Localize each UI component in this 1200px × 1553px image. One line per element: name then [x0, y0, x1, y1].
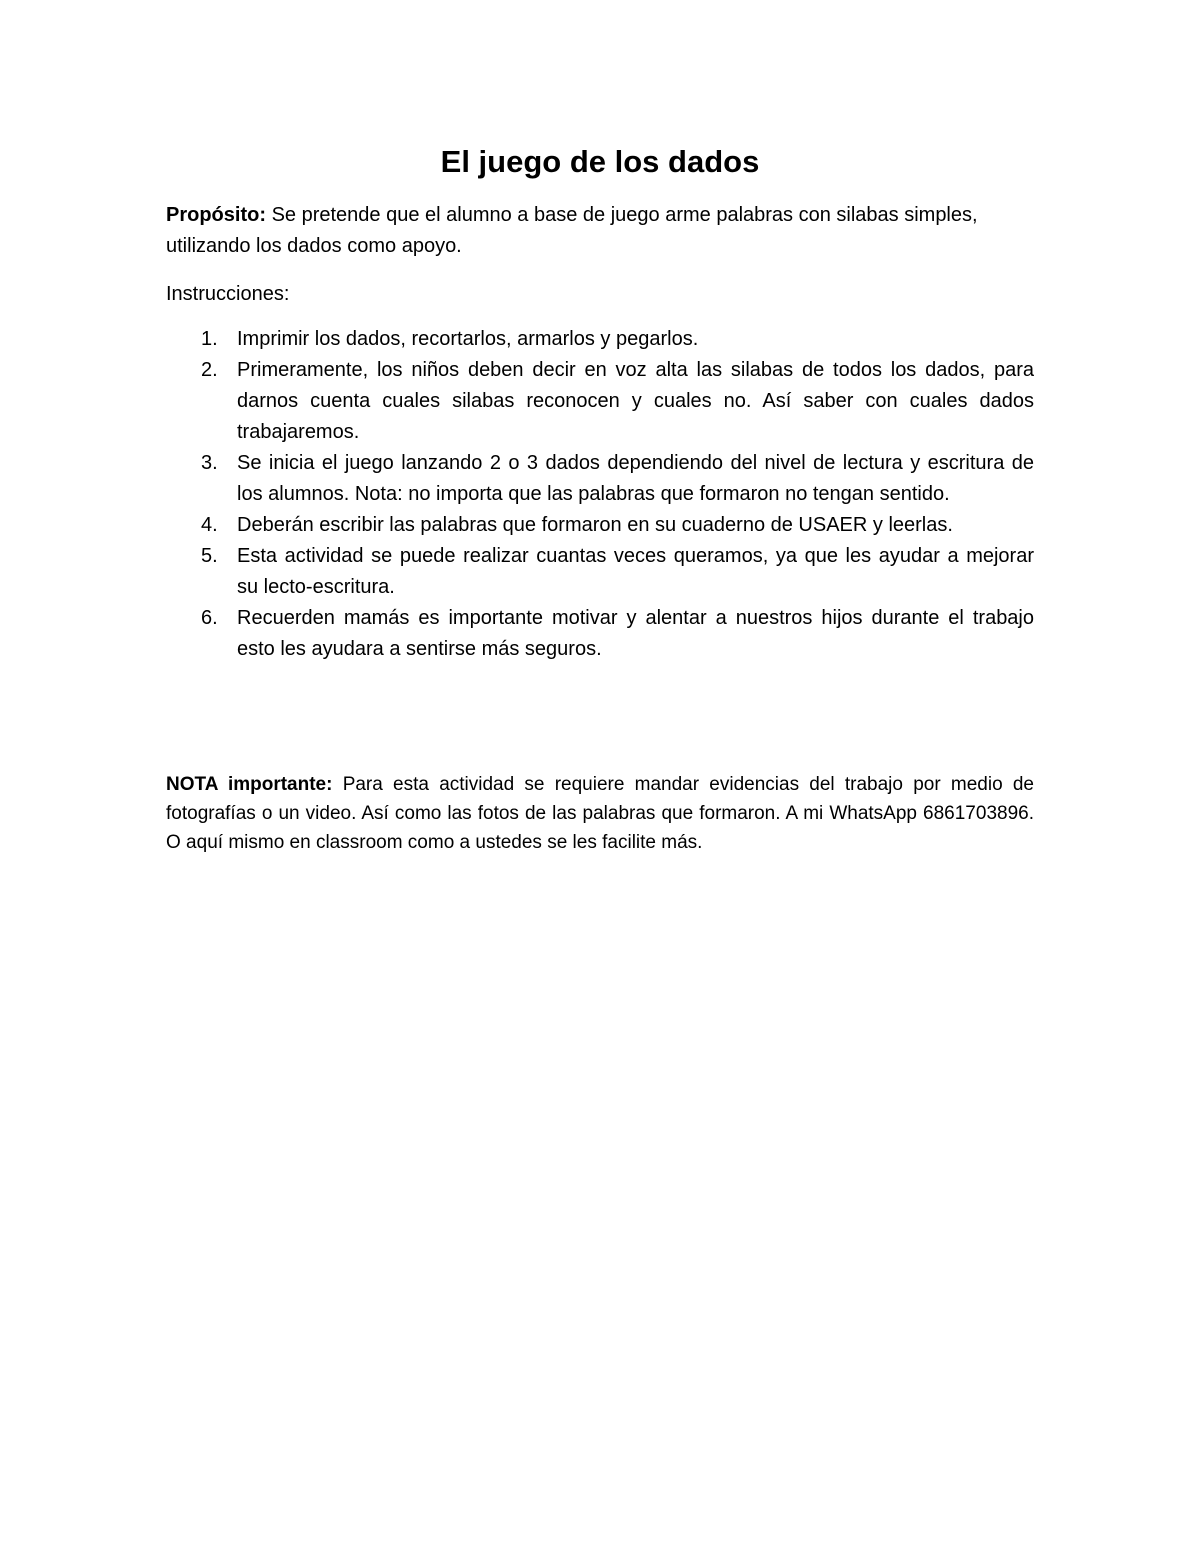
purpose-text: Se pretende que el alumno a base de juego arme palabras con silabas simples, utilizando los dados como apoyo.: [166, 204, 978, 257]
list-item: [166, 448, 1034, 510]
document-title: El juego de los dados: [440, 144, 760, 179]
list-item: [166, 324, 1034, 355]
important-note: [166, 770, 1034, 857]
list-item-text: Imprimir los dados, recortarlos, armarlos y pegarlos.: [237, 328, 699, 350]
list-item-text: Recuerden mamás es importante motivar y alentar a nuestros hijos durante el trabajo esto les ayudara a sentirse más seguros.: [237, 607, 1034, 660]
list-item-number: 3.: [201, 452, 218, 474]
instructions-list: [166, 324, 1034, 665]
list-item-text: Primeramente, los niños deben decir en voz alta las silabas de todos los dados, para darnos cuenta cuales silabas reconocen y cuales no. Así saber con cuales dados trabajaremos.: [237, 359, 1034, 443]
list-item: [166, 541, 1034, 603]
list-item-text: Se inicia el juego lanzando 2 o 3 dados dependiendo del nivel de lectura y escritura de los alumnos. Nota: no importa que las palabras que formaron no tengan sentido.: [237, 452, 1034, 505]
note-label: NOTA importante:: [166, 774, 333, 795]
purpose-label: Propósito:: [166, 204, 266, 226]
purpose-paragraph: [166, 200, 1034, 262]
list-item-number: 5.: [201, 545, 218, 567]
list-item-number: 6.: [201, 607, 218, 629]
list-item-text: Deberán escribir las palabras que formaron en su cuaderno de USAER y leerlas.: [237, 514, 953, 536]
list-item: [166, 355, 1034, 448]
list-item-number: 1.: [201, 328, 218, 350]
note-text: Para esta actividad se requiere mandar evidencias del trabajo por medio de fotografías o un video. Así como las fotos de las palabras que formaron. A mi WhatsApp 6861703896. O aquí mismo en classroom como a ustedes se les facilite más.: [166, 774, 1035, 853]
instructions-heading: Instrucciones:: [166, 283, 290, 305]
list-item-text: Esta actividad se puede realizar cuantas veces queramos, ya que les ayudar a mejorar su lecto-escritura.: [237, 545, 1034, 598]
list-item: [166, 603, 1034, 665]
list-item: [166, 510, 1034, 541]
list-item-number: 4.: [201, 514, 218, 536]
list-item-number: 2.: [201, 359, 218, 381]
